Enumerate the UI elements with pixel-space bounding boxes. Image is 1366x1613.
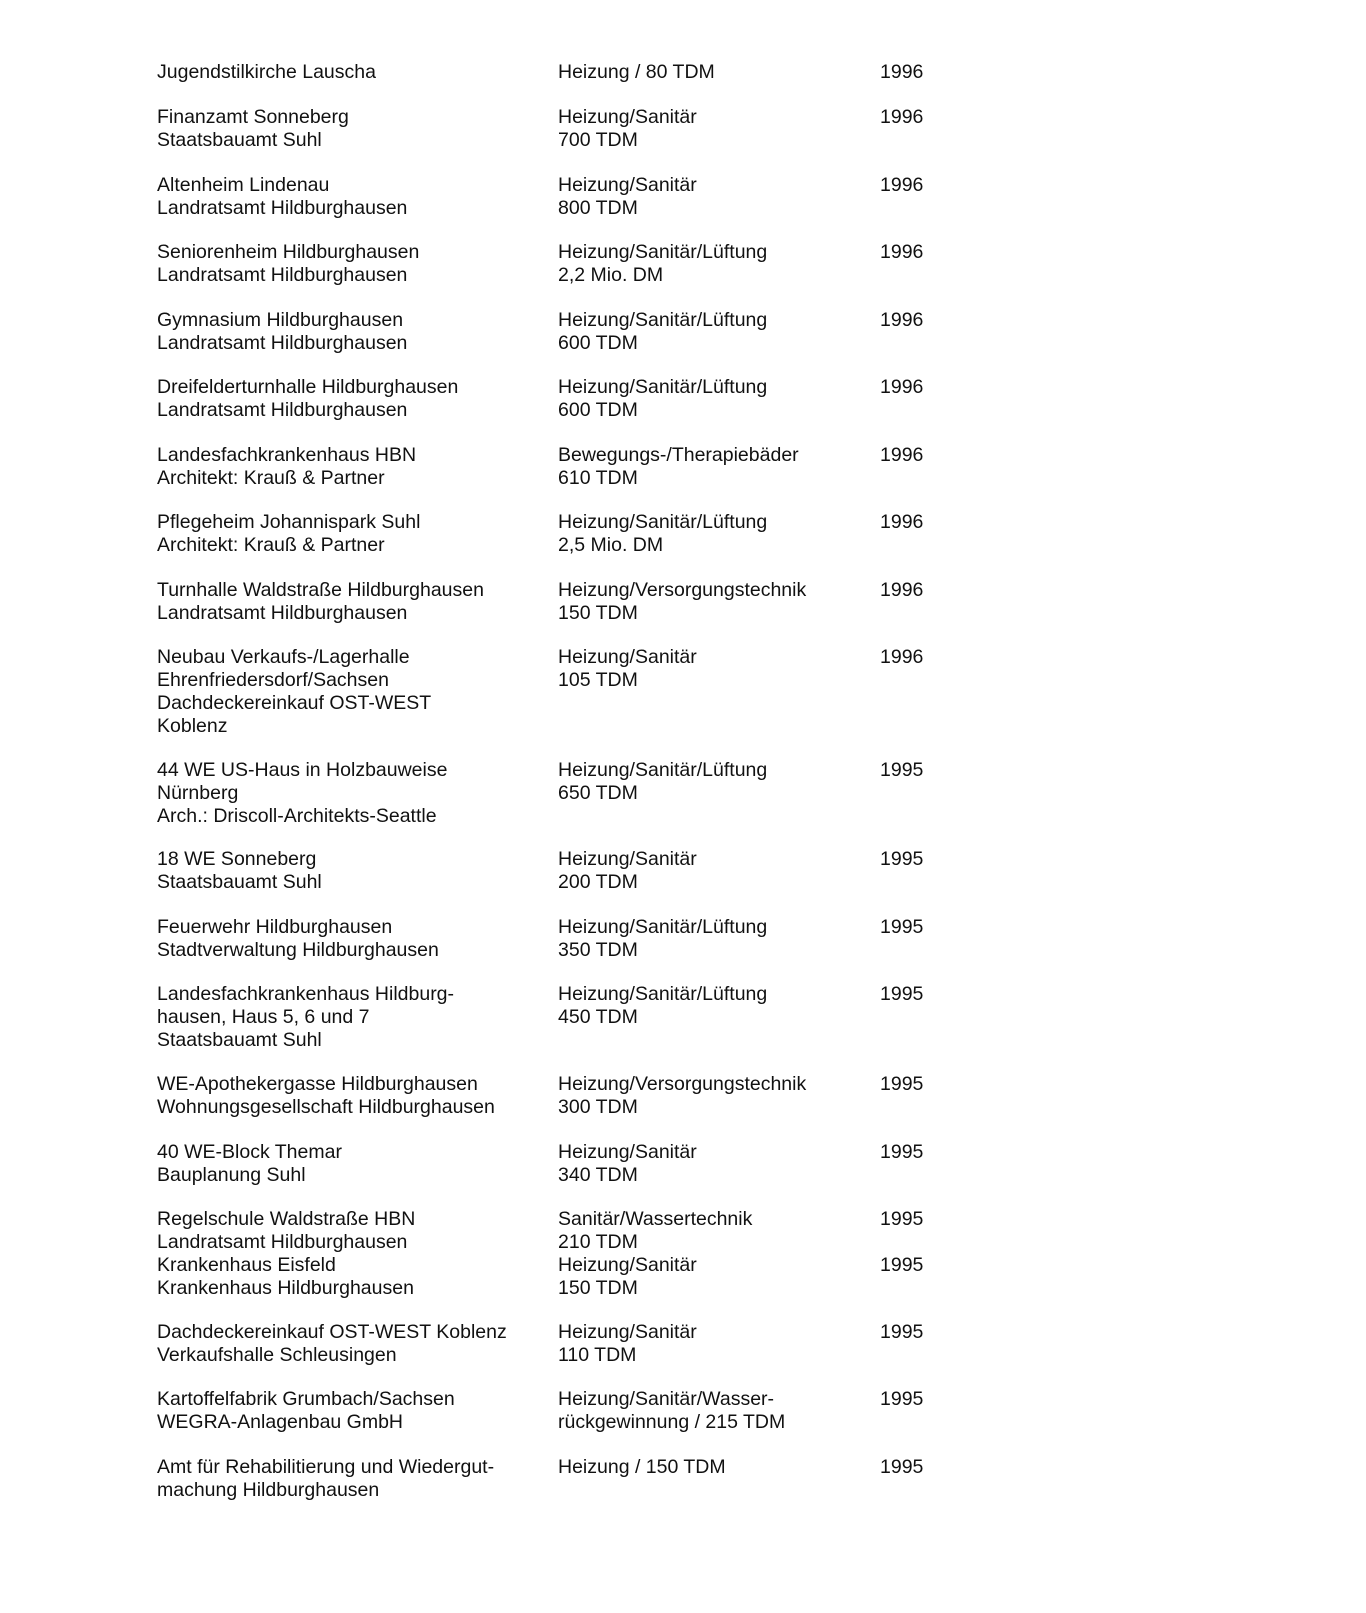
year-cell <box>880 1073 960 1096</box>
year-line: 1995 <box>880 759 924 781</box>
project-line: Nürnberg <box>157 782 239 804</box>
project-line: Feuerwehr Hildburghausen <box>157 916 393 938</box>
scope-line: Heizung/Sanitär/Lüftung <box>558 376 768 398</box>
project-line: Landratsamt Hildburghausen <box>157 602 408 624</box>
project-line: Architekt: Krauß & Partner <box>157 534 385 556</box>
project-line: Regelschule Waldstraße HBN <box>157 1208 416 1230</box>
scope-cell <box>558 646 858 692</box>
scope-line: Heizung/Sanitär/Lüftung <box>558 759 768 781</box>
year-cell <box>880 646 960 669</box>
project-line: Altenheim Lindenau <box>157 174 330 196</box>
year-cell <box>880 444 960 467</box>
scope-cell <box>558 1321 858 1367</box>
year-cell <box>880 759 960 782</box>
scope-cell <box>558 174 858 220</box>
year-cell <box>880 174 960 197</box>
project-line: Krankenhaus Eisfeld <box>157 1254 336 1276</box>
scope-line: Heizung/Sanitär/Lüftung <box>558 983 768 1005</box>
scope-line: Heizung/Sanitär <box>558 646 697 668</box>
year-cell <box>880 1141 960 1164</box>
scope-line: 200 TDM <box>558 871 638 893</box>
project-line: Landratsamt Hildburghausen <box>157 332 408 354</box>
year-cell <box>880 983 960 1006</box>
scope-line: 600 TDM <box>558 399 638 421</box>
scope-line: 150 TDM <box>558 602 638 624</box>
scope-cell <box>558 106 858 152</box>
project-line: Dachdeckereinkauf OST-WEST <box>157 692 432 714</box>
year-line: 1996 <box>880 174 924 196</box>
scope-line: Heizung/Sanitär/Lüftung <box>558 511 768 533</box>
scope-cell <box>558 376 858 422</box>
year-line: 1995 <box>880 1141 924 1163</box>
project-line: Finanzamt Sonneberg <box>157 106 349 128</box>
year-cell <box>880 1388 960 1411</box>
year-line: 1995 <box>880 1073 924 1095</box>
project-line: Koblenz <box>157 715 228 737</box>
project-line: Ehrenfriedersdorf/Sachsen <box>157 669 389 691</box>
scope-line: 450 TDM <box>558 1006 638 1028</box>
project-cell <box>157 1208 537 1300</box>
scope-line: 110 TDM <box>558 1344 637 1366</box>
project-line: Stadtverwaltung Hildburghausen <box>157 939 439 961</box>
scope-line: 2,2 Mio. DM <box>558 264 664 286</box>
scope-line: 800 TDM <box>558 197 638 219</box>
project-cell <box>157 376 537 422</box>
project-line: Amt für Rehabilitierung und Wiedergut- <box>157 1456 495 1478</box>
year-line: 1995 <box>880 1456 924 1478</box>
project-line: Staatsbauamt Suhl <box>157 1029 322 1051</box>
project-cell <box>157 1073 537 1119</box>
scope-line: Heizung/Sanitär <box>558 174 697 196</box>
scope-line: Heizung / 150 TDM <box>558 1456 726 1478</box>
year-line <box>880 1277 960 1300</box>
project-cell <box>157 241 537 287</box>
project-line: WEGRA-Anlagenbau GmbH <box>157 1411 404 1433</box>
project-line: WE-Apothekergasse Hildburghausen <box>157 1073 478 1095</box>
scope-line: Heizung/Sanitär <box>558 106 697 128</box>
project-cell <box>157 646 537 738</box>
scope-line: rückgewinnung / 215 TDM <box>558 1411 786 1433</box>
scope-line: 700 TDM <box>558 129 638 151</box>
project-line: Wohnungsgesellschaft Hildburghausen <box>157 1096 495 1118</box>
project-cell <box>157 309 537 355</box>
project-line: Staatsbauamt Suhl <box>157 871 322 893</box>
scope-line: 650 TDM <box>558 782 638 804</box>
project-line: Architekt: Krauß & Partner <box>157 467 385 489</box>
project-line: Landratsamt Hildburghausen <box>157 264 408 286</box>
scope-line: Heizung/Sanitär/Wasser- <box>558 1388 775 1410</box>
scope-line: 300 TDM <box>558 1096 638 1118</box>
project-line: Gymnasium Hildburghausen <box>157 309 404 331</box>
year-cell <box>880 309 960 332</box>
year-line: 1995 <box>880 1321 924 1343</box>
project-line: Landratsamt Hildburghausen <box>157 399 408 421</box>
scope-line: 350 TDM <box>558 939 638 961</box>
year-line: 1996 <box>880 61 924 83</box>
scope-line: 600 TDM <box>558 332 638 354</box>
year-cell <box>880 1456 960 1479</box>
project-cell <box>157 579 537 625</box>
project-line: Neubau Verkaufs-/Lagerhalle <box>157 646 410 668</box>
year-line: 1995 <box>880 1388 924 1410</box>
scope-cell <box>558 759 858 805</box>
project-line: Landratsamt Hildburghausen <box>157 1231 408 1253</box>
year-cell <box>880 241 960 264</box>
scope-cell <box>558 511 858 557</box>
project-cell <box>157 511 537 557</box>
scope-cell <box>558 309 858 355</box>
project-line: Jugendstilkirche Lauscha <box>157 61 376 83</box>
scope-cell <box>558 444 858 490</box>
project-cell <box>157 61 537 84</box>
scope-cell <box>558 241 858 287</box>
scope-cell <box>558 61 858 84</box>
scope-cell <box>558 1208 858 1300</box>
scope-cell <box>558 916 858 962</box>
year-line <box>880 1231 960 1254</box>
year-line: 1996 <box>880 309 924 331</box>
scope-cell <box>558 579 858 625</box>
year-line: 1995 <box>880 983 924 1005</box>
scope-line: 105 TDM <box>558 669 638 691</box>
scope-line: Heizung/Sanitär <box>558 1254 697 1276</box>
year-cell <box>880 579 960 602</box>
year-line: 1996 <box>880 511 924 533</box>
project-line: 40 WE-Block Themar <box>157 1141 342 1163</box>
year-cell <box>880 1321 960 1344</box>
scope-line: Heizung/Versorgungstechnik <box>558 579 807 601</box>
scope-cell <box>558 848 858 894</box>
scope-line: Heizung/Sanitär <box>558 1141 697 1163</box>
project-cell <box>157 1141 537 1187</box>
year-line: 1996 <box>880 646 924 668</box>
year-cell <box>880 61 960 84</box>
project-line: Dreifelderturnhalle Hildburghausen <box>157 376 459 398</box>
year-cell <box>880 1208 960 1300</box>
project-cell <box>157 1456 537 1502</box>
project-line: Dachdeckereinkauf OST-WEST Koblenz <box>157 1321 507 1343</box>
project-line: hausen, Haus 5, 6 und 7 <box>157 1006 370 1028</box>
scope-line: 610 TDM <box>558 467 638 489</box>
project-cell <box>157 916 537 962</box>
project-line: Landesfachkrankenhaus HBN <box>157 444 417 466</box>
project-cell <box>157 444 537 490</box>
project-line: Landratsamt Hildburghausen <box>157 197 408 219</box>
year-line: 1995 <box>880 916 924 938</box>
year-line: 1995 <box>880 1208 924 1230</box>
year-cell <box>880 511 960 534</box>
scope-line: 210 TDM <box>558 1231 638 1253</box>
year-line: 1996 <box>880 106 924 128</box>
project-cell <box>157 759 537 828</box>
year-line: 1996 <box>880 579 924 601</box>
scope-line: Heizung/Sanitär <box>558 848 697 870</box>
scope-cell <box>558 1073 858 1119</box>
scope-line: Heizung/Sanitär/Lüftung <box>558 916 768 938</box>
project-line: Bauplanung Suhl <box>157 1164 306 1186</box>
scope-line: Bewegungs-/Therapiebäder <box>558 444 799 466</box>
scope-cell <box>558 1141 858 1187</box>
project-cell <box>157 106 537 152</box>
scope-cell <box>558 1456 858 1479</box>
project-line: Staatsbauamt Suhl <box>157 129 322 151</box>
scope-line: 2,5 Mio. DM <box>558 534 664 556</box>
year-line: 1996 <box>880 444 924 466</box>
scope-line: 340 TDM <box>558 1164 638 1186</box>
scope-line: 150 TDM <box>558 1277 638 1299</box>
project-line: machung Hildburghausen <box>157 1479 380 1501</box>
scope-line: Heizung/Sanitär <box>558 1321 697 1343</box>
project-line: Landesfachkrankenhaus Hildburg- <box>157 983 455 1005</box>
scope-line: Sanitär/Wassertechnik <box>558 1208 753 1230</box>
project-line: Arch.: Driscoll-Architekts-Seattle <box>157 805 437 827</box>
project-cell <box>157 983 537 1052</box>
year-line: 1995 <box>880 848 924 870</box>
project-line: Seniorenheim Hildburghausen <box>157 241 420 263</box>
year-cell <box>880 916 960 939</box>
year-line: 1996 <box>880 376 924 398</box>
project-line: Kartoffelfabrik Grumbach/Sachsen <box>157 1388 455 1410</box>
scope-line: Heizung / 80 TDM <box>558 61 715 83</box>
scope-line: Heizung/Sanitär/Lüftung <box>558 241 768 263</box>
scope-line: Heizung/Versorgungstechnik <box>558 1073 807 1095</box>
project-line: Verkaufshalle Schleusingen <box>157 1344 397 1366</box>
year-cell <box>880 106 960 129</box>
project-cell <box>157 1388 537 1434</box>
project-cell <box>157 1321 537 1367</box>
year-cell <box>880 848 960 871</box>
project-cell <box>157 174 537 220</box>
year-cell <box>880 376 960 399</box>
project-line: 44 WE US-Haus in Holzbauweise <box>157 759 448 781</box>
year-line: 1995 <box>880 1254 924 1276</box>
scope-cell <box>558 983 858 1029</box>
project-line: 18 WE Sonneberg <box>157 848 317 870</box>
project-line: Krankenhaus Hildburghausen <box>157 1277 414 1299</box>
scope-line: Heizung/Sanitär/Lüftung <box>558 309 768 331</box>
project-line: Pflegeheim Johannispark Suhl <box>157 511 421 533</box>
project-line: Turnhalle Waldstraße Hildburghausen <box>157 579 484 601</box>
year-line: 1996 <box>880 241 924 263</box>
project-cell <box>157 848 537 894</box>
scope-cell <box>558 1388 858 1434</box>
